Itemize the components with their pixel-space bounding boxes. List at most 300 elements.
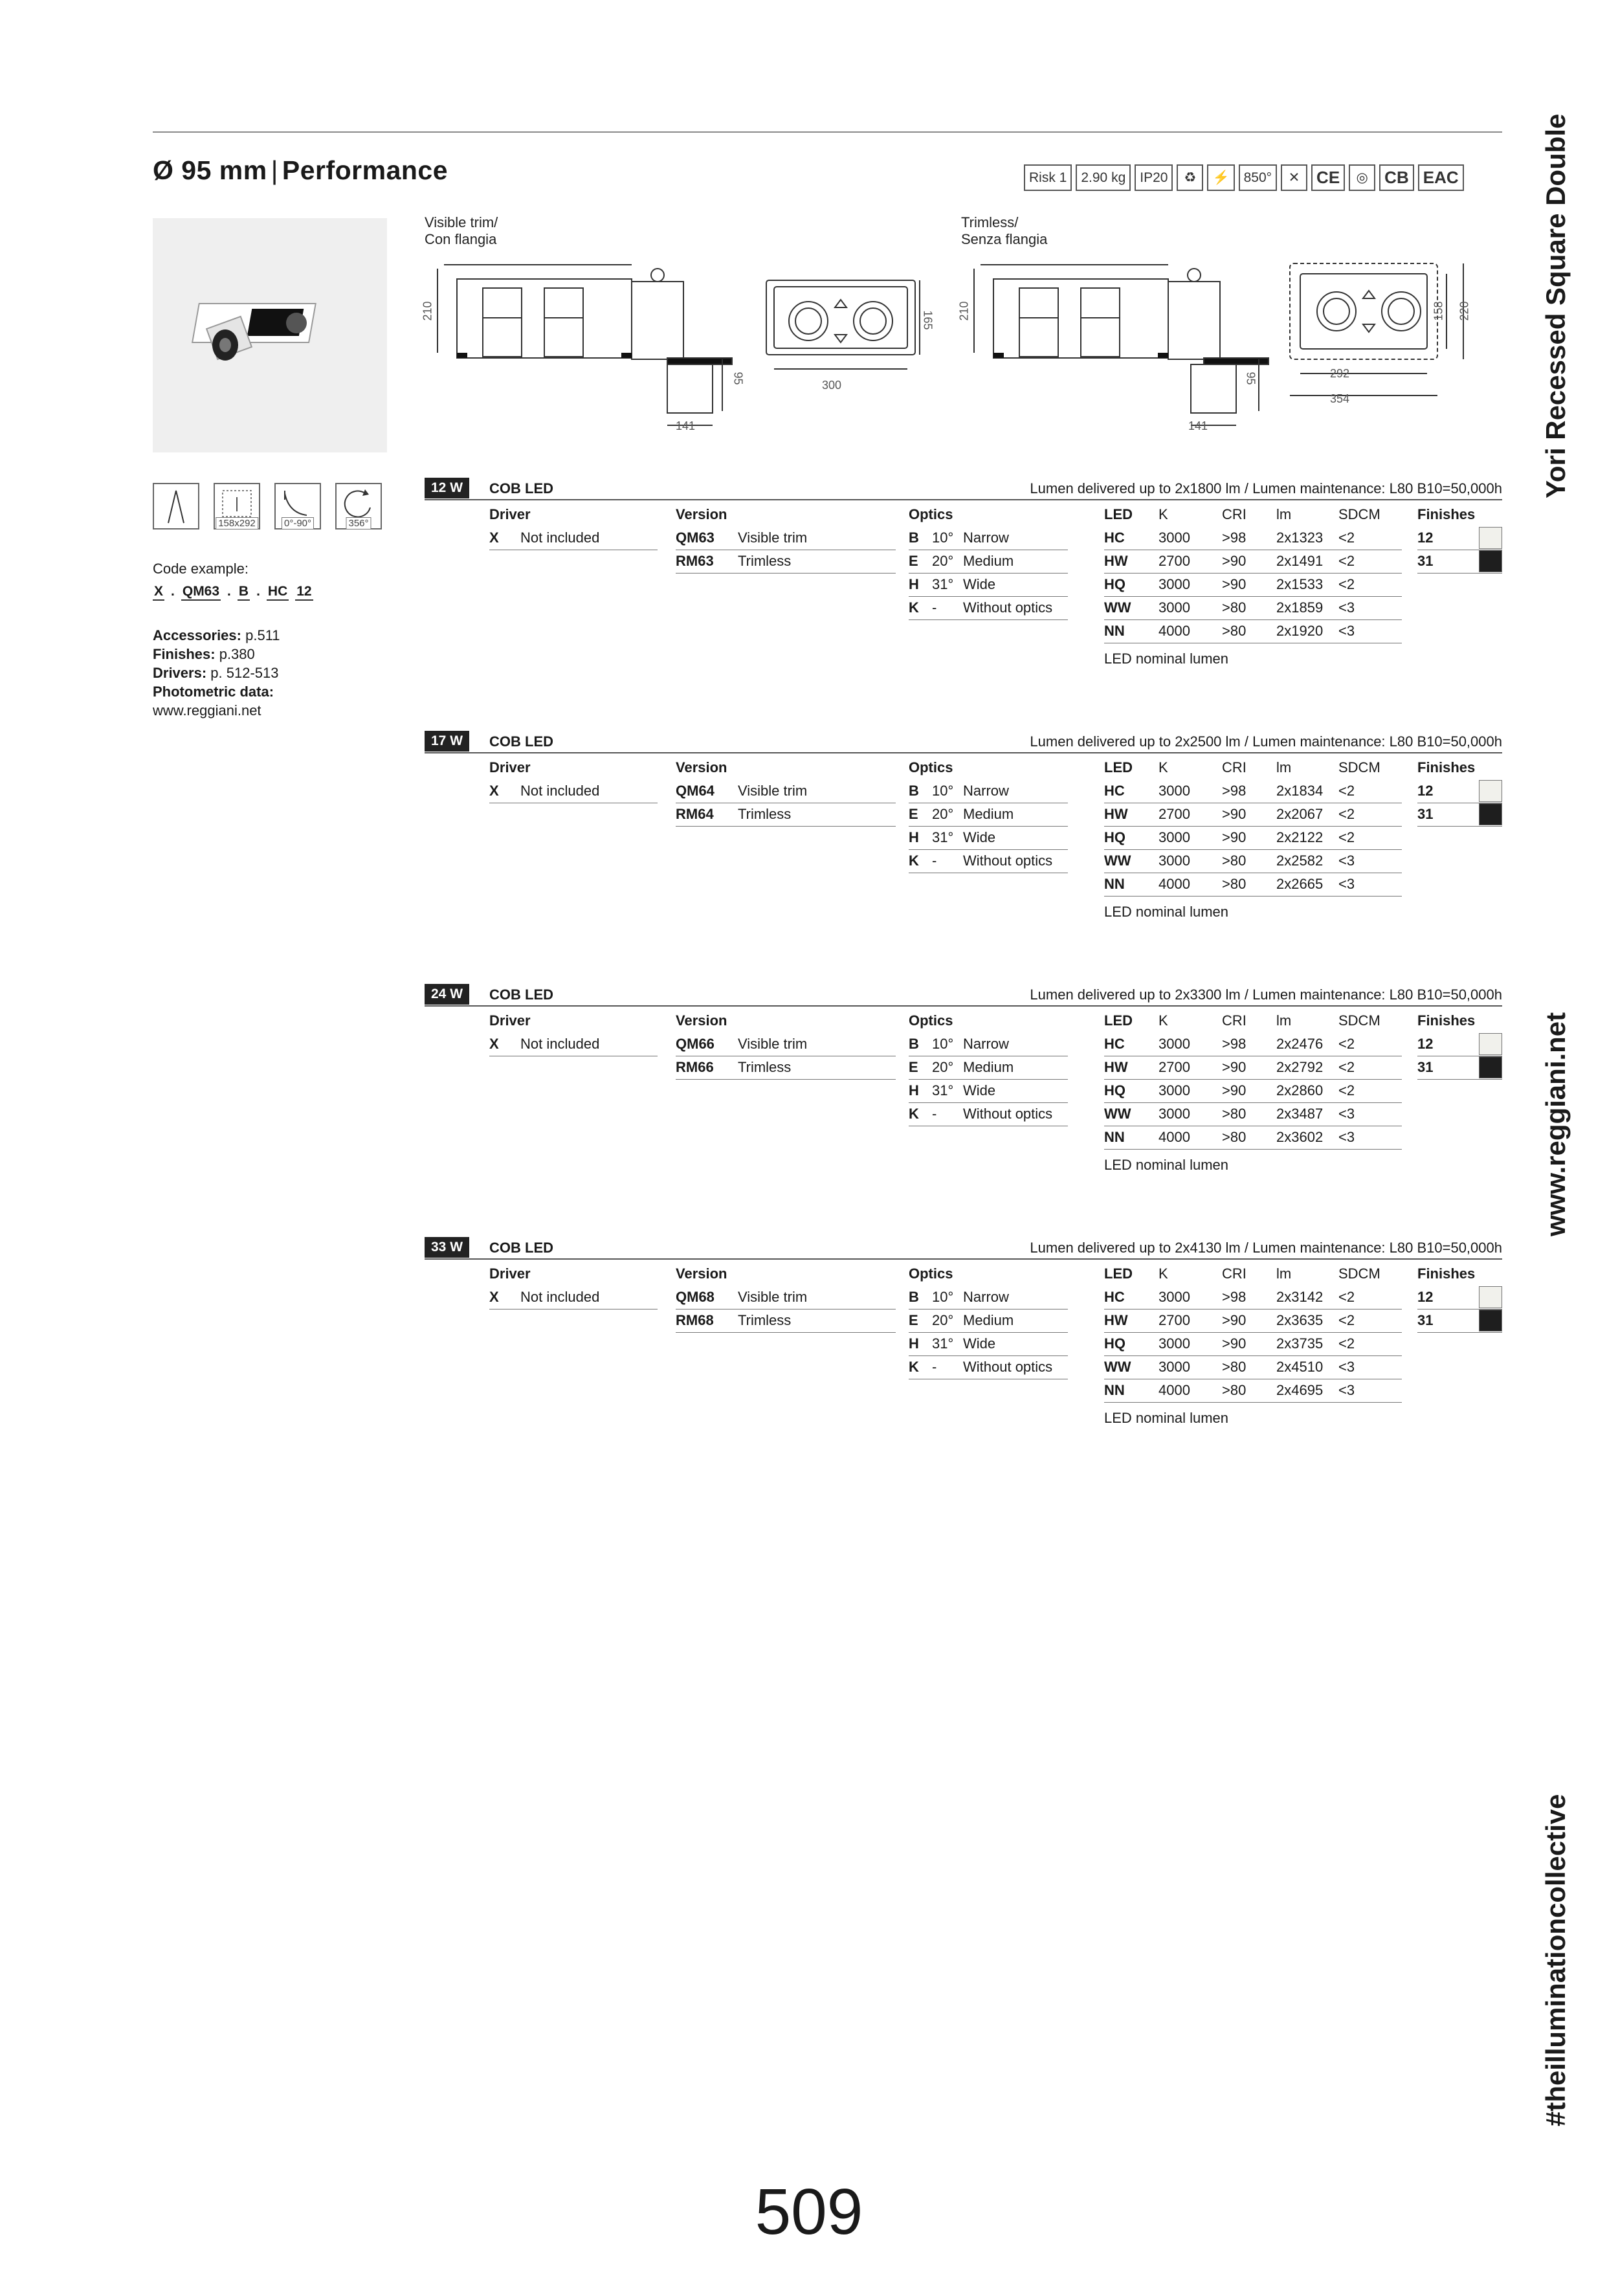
optics-code: E — [909, 553, 918, 569]
led-row — [1104, 550, 1402, 574]
led-row — [1104, 1126, 1402, 1150]
optics-label: Without optics — [963, 1359, 1053, 1375]
led-k: 4000 — [1158, 876, 1190, 892]
optics-label: Without optics — [963, 1106, 1053, 1122]
version-row — [676, 527, 896, 550]
optics-row — [909, 574, 1068, 597]
led-row — [1104, 1103, 1402, 1126]
lumen-note: Lumen delivered up to 2x2500 lm / Lumen maintenance: L80 B10=50,000h — [1030, 733, 1502, 750]
led-col-header: K — [1158, 1265, 1168, 1282]
led-cri: >80 — [1222, 853, 1247, 869]
optics-header: Optics — [909, 1265, 953, 1282]
led-column — [1104, 1262, 1402, 1403]
version-row — [676, 1033, 896, 1056]
recycle-icon: ♻ — [1177, 164, 1203, 191]
led-lm: 2x2582 — [1276, 853, 1324, 869]
led-col-header: SDCM — [1338, 759, 1380, 775]
optics-label: Medium — [963, 1059, 1014, 1075]
page-title: Ø 95 mm | Performance — [153, 155, 449, 185]
led-code: HW — [1104, 1312, 1128, 1328]
led-row — [1104, 1286, 1402, 1310]
optics-column — [909, 1009, 1068, 1126]
hashtag-vertical: #theilluminationcollective — [1540, 1794, 1571, 2126]
driver-row — [489, 1286, 658, 1310]
led-code: HC — [1104, 1289, 1125, 1305]
led-cri: >90 — [1222, 553, 1247, 569]
section-rule — [425, 1005, 1502, 1007]
section-rule — [425, 499, 1502, 500]
tilt-caption: 0°-90° — [282, 517, 314, 529]
led-sdcm: <3 — [1338, 1359, 1355, 1375]
optics-label: Medium — [963, 553, 1014, 569]
led-cri: >90 — [1222, 576, 1247, 592]
led-code: HQ — [1104, 1082, 1125, 1098]
led-header-row — [1104, 1262, 1402, 1286]
version-column — [676, 502, 896, 574]
version-code: RM68 — [676, 1312, 714, 1328]
led-sdcm: <3 — [1338, 853, 1355, 869]
led-lm: 2x2122 — [1276, 829, 1324, 845]
led-header-row — [1104, 1009, 1402, 1033]
trimless-label: Trimless/ Senza flangia — [961, 214, 1048, 247]
version-row — [676, 1056, 896, 1080]
optics-code: K — [909, 599, 919, 616]
optics-row — [909, 1056, 1068, 1080]
led-lm: 2x2067 — [1276, 806, 1324, 822]
dim-right-width2: 354 — [1330, 392, 1350, 405]
led-sdcm: <3 — [1338, 1106, 1355, 1122]
led-k: 2700 — [1158, 1312, 1190, 1328]
led-cri: >98 — [1222, 529, 1247, 546]
optics-angle: - — [932, 1106, 937, 1122]
finishes-column — [1417, 755, 1502, 827]
optics-label: Medium — [963, 1312, 1014, 1328]
led-k: 3000 — [1158, 576, 1190, 592]
optics-angle: 31° — [932, 1335, 954, 1352]
version-column — [676, 755, 896, 827]
finishes-column — [1417, 1262, 1502, 1333]
led-sdcm: <3 — [1338, 599, 1355, 616]
dim-right-depth: 95 — [1244, 372, 1258, 385]
led-sdcm: <3 — [1338, 876, 1355, 892]
code-segment: HC — [267, 584, 289, 601]
lumen-note: Lumen delivered up to 2x3300 lm / Lumen maintenance: L80 B10=50,000h — [1030, 986, 1502, 1003]
code-example: X . QM63 . B . HC 12 — [153, 584, 313, 601]
optics-code: K — [909, 1359, 919, 1375]
led-lm: 2x3635 — [1276, 1312, 1324, 1328]
led-row — [1104, 827, 1402, 850]
led-col-header: lm — [1276, 759, 1292, 775]
optics-code: B — [909, 529, 919, 546]
wattage-badge: 17 W — [425, 731, 469, 752]
led-cri: >90 — [1222, 829, 1247, 845]
led-cri: >98 — [1222, 1289, 1247, 1305]
optics-label: Medium — [963, 806, 1014, 822]
led-cri: >80 — [1222, 876, 1247, 892]
version-code: QM64 — [676, 783, 715, 799]
optics-label: Without optics — [963, 599, 1053, 616]
finish-code: 31 — [1417, 1312, 1434, 1328]
optics-code: E — [909, 1312, 918, 1328]
led-row — [1104, 1333, 1402, 1356]
product-illustration — [153, 218, 387, 452]
lumen-note: Lumen delivered up to 2x1800 lm / Lumen maintenance: L80 B10=50,000h — [1030, 480, 1502, 496]
led-code: HQ — [1104, 829, 1125, 845]
led-k: 2700 — [1158, 1059, 1190, 1075]
code-segment: 12 — [295, 584, 313, 601]
led-row — [1104, 1056, 1402, 1080]
led-lm: 2x4695 — [1276, 1382, 1324, 1398]
led-col-header: lm — [1276, 1012, 1292, 1029]
optics-code: B — [909, 1289, 919, 1305]
led-lm: 2x1920 — [1276, 623, 1324, 639]
optics-label: Narrow — [963, 1036, 1009, 1052]
led-k: 3000 — [1158, 1106, 1190, 1122]
led-k: 4000 — [1158, 623, 1190, 639]
led-col-header: SDCM — [1338, 1265, 1380, 1282]
led-lm: 2x3602 — [1276, 1129, 1324, 1145]
optics-angle: 20° — [932, 553, 954, 569]
optics-angle: - — [932, 599, 937, 616]
finish-row — [1417, 527, 1502, 550]
dim-right-height: 210 — [957, 301, 971, 321]
dim-right-width1: 292 — [1330, 367, 1350, 380]
driver-column — [489, 502, 658, 550]
code-segment: B — [238, 584, 250, 601]
version-row — [676, 550, 896, 574]
led-sdcm: <3 — [1338, 1129, 1355, 1145]
led-code: HQ — [1104, 1335, 1125, 1352]
version-code: QM68 — [676, 1289, 715, 1305]
optics-code: E — [909, 806, 918, 822]
led-col-header: K — [1158, 506, 1168, 522]
led-row — [1104, 803, 1402, 827]
finish-code: 12 — [1417, 783, 1434, 799]
optics-header: Optics — [909, 759, 953, 775]
led-row — [1104, 527, 1402, 550]
visible-trim-label: Visible trim/ Con flangia — [425, 214, 498, 247]
driver-header: Driver — [489, 759, 531, 775]
optics-row — [909, 850, 1068, 873]
version-column — [676, 1262, 896, 1333]
driver-header: Driver — [489, 1012, 531, 1029]
version-row — [676, 1286, 896, 1310]
led-column — [1104, 755, 1402, 897]
optics-label: Wide — [963, 576, 996, 592]
led-header-row — [1104, 502, 1402, 527]
version-column — [676, 1009, 896, 1080]
led-k: 2700 — [1158, 553, 1190, 569]
led-cri: >90 — [1222, 1335, 1247, 1352]
optics-angle: 10° — [932, 1289, 954, 1305]
led-cri: >80 — [1222, 1382, 1247, 1398]
finish-swatch — [1479, 1310, 1502, 1332]
driver-column — [489, 755, 658, 803]
finishes-column — [1417, 1009, 1502, 1080]
led-k: 3000 — [1158, 1335, 1190, 1352]
optics-row — [909, 1333, 1068, 1356]
driver-column — [489, 1262, 658, 1310]
power-section-12w — [425, 478, 1502, 711]
power-section-17w — [425, 731, 1502, 964]
led-row — [1104, 574, 1402, 597]
led-lm: 2x1323 — [1276, 529, 1324, 546]
optics-code: K — [909, 853, 919, 869]
rotation-icon — [335, 483, 382, 529]
product-photo — [153, 218, 387, 452]
led-row — [1104, 873, 1402, 897]
power-section-33w — [425, 1237, 1502, 1470]
led-cri: >90 — [1222, 1059, 1247, 1075]
led-sdcm: <2 — [1338, 1312, 1355, 1328]
finish-swatch — [1479, 527, 1502, 549]
finish-code: 31 — [1417, 1059, 1434, 1075]
dim-left-width: 300 — [822, 379, 842, 392]
optics-row — [909, 803, 1068, 827]
version-label: Visible trim — [738, 1036, 808, 1052]
led-col-header: lm — [1276, 1265, 1292, 1282]
led-cri: >80 — [1222, 599, 1247, 616]
led-code: NN — [1104, 876, 1125, 892]
optics-row — [909, 1033, 1068, 1056]
finish-row — [1417, 780, 1502, 803]
driver-label: Not included — [520, 529, 600, 546]
led-cri: >90 — [1222, 806, 1247, 822]
led-code: HW — [1104, 1059, 1128, 1075]
dim-right-bottom: 141 — [1188, 419, 1208, 432]
version-code: RM64 — [676, 806, 714, 822]
optics-angle: 31° — [932, 576, 954, 592]
optics-row — [909, 780, 1068, 803]
version-label: Visible trim — [738, 783, 808, 799]
finish-row — [1417, 1310, 1502, 1333]
led-cri: >90 — [1222, 1082, 1247, 1098]
power-section-24w — [425, 984, 1502, 1217]
led-sdcm: <2 — [1338, 1335, 1355, 1352]
glow-wire-badge: 850° — [1239, 164, 1277, 191]
led-code: NN — [1104, 1382, 1125, 1398]
finish-swatch — [1479, 1286, 1502, 1308]
dim-right-height1: 158 — [1432, 301, 1445, 321]
optics-code: H — [909, 829, 919, 845]
driver-row — [489, 1033, 658, 1056]
version-header: Version — [676, 759, 727, 775]
version-code: RM63 — [676, 553, 714, 569]
led-row — [1104, 780, 1402, 803]
optics-angle: 20° — [932, 1059, 954, 1075]
beam-icon — [153, 483, 199, 529]
finishes-header: Finishes — [1417, 1012, 1476, 1029]
optics-label: Wide — [963, 829, 996, 845]
finish-row — [1417, 550, 1502, 574]
led-cri: >80 — [1222, 1129, 1247, 1145]
led-code: HW — [1104, 553, 1128, 569]
version-code: QM66 — [676, 1036, 715, 1052]
finish-row — [1417, 1286, 1502, 1310]
led-code: WW — [1104, 1106, 1131, 1122]
led-sdcm: <2 — [1338, 1289, 1355, 1305]
driver-code: X — [489, 1036, 499, 1052]
version-label: Trimless — [738, 1312, 792, 1328]
led-col-header: CRI — [1222, 1265, 1247, 1282]
weight-badge: 2.90 kg — [1076, 164, 1131, 191]
finish-swatch — [1479, 780, 1502, 802]
driver-row — [489, 780, 658, 803]
finish-swatch — [1479, 1056, 1502, 1078]
optics-row — [909, 827, 1068, 850]
led-sdcm: <2 — [1338, 783, 1355, 799]
led-sdcm: <2 — [1338, 1059, 1355, 1075]
website-vertical: www.reggiani.net — [1540, 1012, 1571, 1236]
cutout-caption: 158x292 — [216, 517, 258, 529]
feature-icons — [153, 483, 382, 529]
led-lm: 2x2476 — [1276, 1036, 1324, 1052]
optics-code: H — [909, 576, 919, 592]
finish-row — [1417, 1056, 1502, 1080]
class-icon: ⚡ — [1207, 164, 1234, 191]
optics-angle: 10° — [932, 529, 954, 546]
led-code: HQ — [1104, 576, 1125, 592]
dim-left-height2: 165 — [921, 310, 935, 330]
led-col-header: CRI — [1222, 506, 1247, 522]
led-sdcm: <2 — [1338, 529, 1355, 546]
version-label: Trimless — [738, 1059, 792, 1075]
led-col-header: K — [1158, 1012, 1168, 1029]
optics-row — [909, 1286, 1068, 1310]
led-row — [1104, 850, 1402, 873]
optics-angle: 10° — [932, 783, 954, 799]
led-row — [1104, 1379, 1402, 1403]
version-row — [676, 780, 896, 803]
finish-code: 12 — [1417, 529, 1434, 546]
optics-label: Narrow — [963, 783, 1009, 799]
led-row — [1104, 1080, 1402, 1103]
led-sdcm: <2 — [1338, 576, 1355, 592]
finish-code: 12 — [1417, 1036, 1434, 1052]
cob-led-label: COB LED — [489, 733, 553, 750]
led-cri: >98 — [1222, 1036, 1247, 1052]
driver-row — [489, 527, 658, 550]
led-lm: 2x2792 — [1276, 1059, 1324, 1075]
finish-code: 31 — [1417, 806, 1434, 822]
led-k: 4000 — [1158, 1129, 1190, 1145]
finish-swatch — [1479, 803, 1502, 825]
driver-label: Not included — [520, 783, 600, 799]
optics-header: Optics — [909, 506, 953, 522]
driver-label: Not included — [520, 1036, 600, 1052]
led-row — [1104, 597, 1402, 620]
led-row — [1104, 1356, 1402, 1379]
optics-label: Wide — [963, 1335, 996, 1352]
version-label: Trimless — [738, 806, 792, 822]
led-nominal-note: LED nominal lumen — [1104, 904, 1228, 920]
cob-led-label: COB LED — [489, 1240, 553, 1256]
led-code: HC — [1104, 783, 1125, 799]
led-lm: 2x1859 — [1276, 599, 1324, 616]
version-header: Version — [676, 506, 727, 522]
led-k: 3000 — [1158, 1036, 1190, 1052]
dim-right-height2: 220 — [1457, 301, 1471, 321]
led-lm: 2x3735 — [1276, 1335, 1324, 1352]
led-code: HC — [1104, 1036, 1125, 1052]
led-k: 4000 — [1158, 1382, 1190, 1398]
led-code: HC — [1104, 529, 1125, 546]
ce-mark: CE — [1311, 164, 1345, 191]
version-row — [676, 803, 896, 827]
led-k: 3000 — [1158, 1359, 1190, 1375]
optics-code: E — [909, 1059, 918, 1075]
optics-row — [909, 550, 1068, 574]
cb-mark: CB — [1379, 164, 1414, 191]
finishes-header: Finishes — [1417, 759, 1476, 775]
version-label: Trimless — [738, 553, 792, 569]
led-cri: >80 — [1222, 1106, 1247, 1122]
led-col-header: CRI — [1222, 759, 1247, 775]
led-lm: 2x4510 — [1276, 1359, 1324, 1375]
led-lm: 2x1491 — [1276, 553, 1324, 569]
optics-label: Narrow — [963, 529, 1009, 546]
led-col-header: SDCM — [1338, 1012, 1380, 1029]
optics-row — [909, 527, 1068, 550]
optics-row — [909, 1356, 1068, 1379]
optics-angle: 10° — [932, 1036, 954, 1052]
led-k: 3000 — [1158, 599, 1190, 616]
led-k: 3000 — [1158, 1082, 1190, 1098]
led-lm: 2x2860 — [1276, 1082, 1324, 1098]
led-col-header: LED — [1104, 1265, 1133, 1282]
led-column — [1104, 1009, 1402, 1150]
optics-code: B — [909, 783, 919, 799]
version-header: Version — [676, 1265, 727, 1282]
led-lm: 2x1533 — [1276, 576, 1324, 592]
optics-label: Without optics — [963, 853, 1053, 869]
wattage-badge: 12 W — [425, 478, 469, 498]
led-cri: >80 — [1222, 1359, 1247, 1375]
driver-label: Not included — [520, 1289, 600, 1305]
version-code: QM63 — [676, 529, 715, 546]
led-sdcm: <2 — [1338, 829, 1355, 845]
finish-code: 12 — [1417, 1289, 1434, 1305]
wattage-badge: 33 W — [425, 1237, 469, 1258]
optics-header: Optics — [909, 1012, 953, 1029]
led-k: 3000 — [1158, 1289, 1190, 1305]
product-name-vertical: Yori Recessed Square Double — [1540, 113, 1571, 498]
led-k: 3000 — [1158, 829, 1190, 845]
finishes-column — [1417, 502, 1502, 574]
risk-badge: Risk 1 — [1024, 164, 1072, 191]
certification-marks — [1024, 164, 1464, 191]
led-lm: 2x3142 — [1276, 1289, 1324, 1305]
led-code: NN — [1104, 623, 1125, 639]
lumen-note: Lumen delivered up to 2x4130 lm / Lumen maintenance: L80 B10=50,000h — [1030, 1240, 1502, 1256]
optics-row — [909, 1080, 1068, 1103]
led-cri: >90 — [1222, 1312, 1247, 1328]
version-label: Visible trim — [738, 1289, 808, 1305]
optics-angle: 20° — [932, 1312, 954, 1328]
wattage-badge: 24 W — [425, 984, 469, 1005]
optics-code: H — [909, 1335, 919, 1352]
led-k: 2700 — [1158, 806, 1190, 822]
led-col-header: LED — [1104, 1012, 1133, 1029]
version-label: Visible trim — [738, 529, 808, 546]
optics-column — [909, 755, 1068, 873]
driver-code: X — [489, 1289, 499, 1305]
led-code: HW — [1104, 806, 1128, 822]
led-col-header: CRI — [1222, 1012, 1247, 1029]
optics-angle: 20° — [932, 806, 954, 822]
led-col-header: lm — [1276, 506, 1292, 522]
led-k: 3000 — [1158, 853, 1190, 869]
